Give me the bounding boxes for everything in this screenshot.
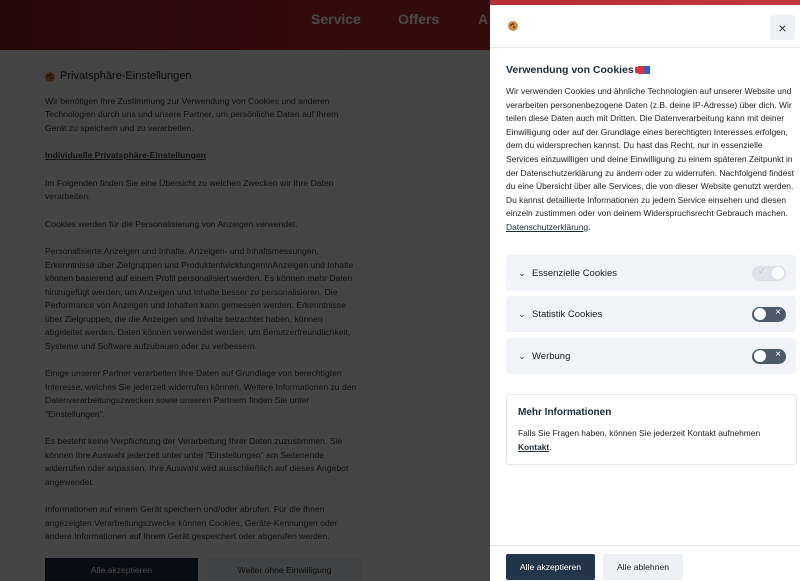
drawer-footer — [490, 545, 800, 581]
advertising-toggle[interactable] — [752, 349, 786, 364]
category-essential[interactable] — [506, 255, 796, 291]
statistics-toggle[interactable] — [752, 307, 786, 322]
category-label: Essenzielle Cookies — [532, 267, 618, 279]
close-button[interactable] — [770, 15, 795, 40]
category-advertising[interactable] — [506, 338, 796, 374]
chevron-down-icon: ⌄ — [518, 267, 526, 278]
cookie-usage-title: Verwendung von Cookies — [506, 64, 634, 76]
check-icon: ✓ — [758, 265, 766, 276]
more-info-text-content: Falls Sie Fragen haben, können Sie jederzeit Kontakt aufnehmen — [518, 428, 761, 438]
cookie-icon — [508, 21, 518, 31]
more-info-box — [506, 394, 797, 465]
category-statistics[interactable] — [506, 296, 796, 332]
category-label: Werbung — [532, 350, 571, 362]
x-icon: × — [775, 348, 781, 360]
contact-link[interactable]: Kontakt — [518, 441, 550, 452]
chevron-down-icon: ⌄ — [518, 308, 526, 319]
accept-all-button[interactable]: Alle akzeptieren — [506, 554, 595, 580]
more-info-title: Mehr Informationen — [518, 407, 612, 418]
essential-toggle — [752, 266, 786, 281]
cookie-drawer — [490, 5, 800, 581]
cookie-usage-heading — [506, 64, 796, 76]
close-icon: × — [778, 19, 787, 36]
privacy-policy-link[interactable]: Datenschutzerklärung — [506, 221, 589, 232]
cookie-description: Wir verwenden Cookies und ähnliche Technologien auf unserer Website und verarbeiten personenbezogene Daten (z.B. deine IP-Adresse) über dich. Wir teilen diese Daten auch mit Dritten. Die Datenverarbeitung kann mit deiner Einwilligung oder auf der Grundlage eines berechtigten Interesses erfolgen, dem du widersprechen kannst. Du hast das Recht, nur in essenzielle Services einzuwilligen und deine Einwilligung zu einem späteren Zeitpunkt in der Datenschutzerklärung zu ändern oder zu widerrufen. Nachfolgend findest du eine Übersicht über alle Services, die von dieser Website genutzt werden. Du kannst detaillierte Informationen zu jedem Service einsehen und diesen einzeln zustimmen oder von deinem Widerspruchsrecht Gebrauch machen. Datenschutzerklärung. — [506, 86, 794, 232]
megaphone-icon — [638, 66, 650, 74]
x-icon: × — [775, 306, 781, 318]
cookie-info — [506, 64, 796, 235]
drawer-header — [490, 5, 800, 48]
category-label: Statistik Cookies — [532, 308, 603, 320]
more-info-text: Falls Sie Fragen haben, können Sie jederzeit Kontakt aufnehmen Kontakt. — [518, 428, 761, 452]
reject-all-button[interactable]: Alle ablehnen — [603, 554, 683, 580]
chevron-down-icon: ⌄ — [518, 350, 526, 361]
cookie-description-text: Wir verwenden Cookies und ähnliche Technologien auf unserer Website und verarbeiten personenbezogene Daten (z.B. deine IP-Adresse) über dich. Wir teilen diese Daten auch mit Dritten. Die Datenverarbeitung kann mit deiner Einwilligung oder auf der Grundlage eines berechtigten Interesses erfolgen, dem du widersprechen kannst. Du hast das Recht, nur in essenzielle Services einzuwilligen und deine Einwilligung zu einem späteren Zeitpunkt in der Datenschutzerklärung zu ändern oder zu widerrufen. Nachfolgend findest du eine Übersicht über alle Services, die von dieser Website genutzt werden. Du kannst detaillierte Informationen zu jedem Service einsehen und diesen einzeln zustimmen oder von deinem Widerspruchsrecht Gebrauch machen. — [506, 86, 794, 219]
